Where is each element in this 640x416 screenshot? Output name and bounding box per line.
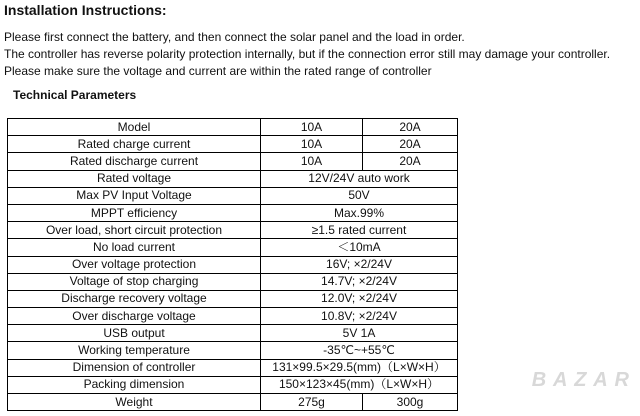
table-row [8,222,458,239]
instruction-line-3: Please make sure the voltage and current are within the rated range of controller [4,64,432,78]
parameter-value: -35℃~+55℃ [261,342,458,359]
table-row [8,342,458,359]
section-title: Technical Parameters [13,88,137,102]
instruction-line-1: Please first connect the battery, and then connect the solar panel and the load in order. [4,30,465,44]
parameter-label: Rated voltage [8,170,261,187]
parameter-value: 16V; ×2/24V [261,256,458,273]
instruction-line-2: The controller has reverse polarity protection internally, but if the connection error still may damage your controller. [4,47,611,61]
parameter-value: 12V/24V auto work [261,170,458,187]
parameter-label: No load current [8,239,261,256]
parameter-label: Packing dimension [8,376,261,393]
watermark-logo: B A Z A R [531,369,630,391]
parameter-value: 14.7V; ×2/24V [261,273,458,290]
parameter-label: Model [8,119,261,136]
parameter-value: 150×123×45(mm)（L×W×H） [261,376,458,393]
parameter-label: Rated discharge current [8,153,261,170]
parameter-label: MPPT efficiency [8,204,261,221]
page-title: Installation Instructions: [4,2,167,18]
value-10a: 10A [261,153,363,170]
table-row [8,204,458,221]
parameter-value: Max.99% [261,204,458,221]
table-row [8,325,458,342]
parameter-value: 10.8V; ×2/24V [261,308,458,325]
value-20a: 20A [363,153,458,170]
technical-parameters-table [7,118,458,411]
parameter-value: ＜10mA [261,239,458,256]
table-row [8,376,458,393]
parameter-label: Working temperature [8,342,261,359]
table-row [8,153,458,170]
parameter-value: 12.0V; ×2/24V [261,290,458,307]
value-10a: 10A [261,119,363,136]
table-row [8,290,458,307]
parameter-label: Rated charge current [8,136,261,153]
parameter-label: Discharge recovery voltage [8,290,261,307]
parameter-label: Dimension of controller [8,359,261,376]
parameter-value: 131×99.5×29.5(mm)（L×W×H） [261,359,458,376]
parameter-value: 5V 1A [261,325,458,342]
parameter-value: 50V [261,187,458,204]
value-10a: 10A [261,136,363,153]
parameter-label: USB output [8,325,261,342]
value-20a: 20A [363,119,458,136]
parameter-label: Voltage of stop charging [8,273,261,290]
value-10a: 275g [261,394,363,411]
parameter-label: Over load, short circuit protection [8,222,261,239]
table-row [8,187,458,204]
parameter-label: Weight [8,394,261,411]
table-row [8,119,458,136]
table-row [8,359,458,376]
parameter-label: Over voltage protection [8,256,261,273]
table-row [8,273,458,290]
value-20a: 20A [363,136,458,153]
table-row [8,136,458,153]
table-row [8,394,458,411]
table-row [8,239,458,256]
table-row [8,256,458,273]
parameter-label: Over discharge voltage [8,308,261,325]
parameter-value: ≥1.5 rated current [261,222,458,239]
table-row [8,308,458,325]
parameter-label: Max PV Input Voltage [8,187,261,204]
table-row [8,170,458,187]
value-20a: 300g [363,394,458,411]
